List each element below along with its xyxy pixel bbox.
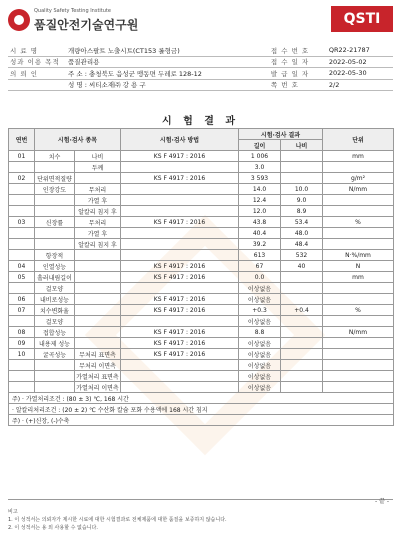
table-cell xyxy=(35,206,75,217)
table-row xyxy=(9,184,394,195)
table-cell: N/mm xyxy=(323,184,394,195)
table-cell: 이상없음 xyxy=(239,382,281,393)
table-cell: 10 xyxy=(9,349,35,360)
table-cell: 굴곡성능 xyxy=(35,349,75,360)
table-cell xyxy=(9,195,35,206)
table-cell xyxy=(9,250,35,261)
org-name: 품질안전기술연구원 xyxy=(34,18,139,32)
table-note: · 알칼리처리조건 : (20 ± 2) ℃ 수산화 칼슘 포화 수용액에 168 시간 침지 xyxy=(9,404,394,415)
table-cell xyxy=(75,261,121,272)
col-header: 시험·검사 방법 xyxy=(121,129,239,151)
table-cell xyxy=(281,162,323,173)
table-cell: 08 xyxy=(9,327,35,338)
table-cell xyxy=(121,250,239,261)
info-value: 개량아스팔트 노출시트(CT153 롤형금) xyxy=(66,45,269,56)
table-cell: 접합성능 xyxy=(35,327,75,338)
table-row xyxy=(9,217,394,228)
table-row xyxy=(9,173,394,184)
table-cell: +0.4 xyxy=(281,305,323,316)
info-table xyxy=(8,45,393,91)
table-cell: 03 xyxy=(9,217,35,228)
table-cell: 두께 xyxy=(75,162,121,173)
table-cell: 단위면적질량 xyxy=(35,173,75,184)
table-cell: 가열 후 xyxy=(75,195,121,206)
table-cell xyxy=(281,338,323,349)
table-cell: 치수변화율 xyxy=(35,305,75,316)
table-cell: 48.4 xyxy=(281,239,323,250)
table-cell xyxy=(121,371,239,382)
table-cell: 04 xyxy=(9,261,35,272)
table-cell xyxy=(9,162,35,173)
table-cell: 무처리 이면측 xyxy=(75,360,121,371)
table-cell xyxy=(323,382,394,393)
table-cell: 무처리 xyxy=(75,217,121,228)
col-header: 시험·검사 결과 xyxy=(239,129,323,140)
table-cell: N xyxy=(323,261,394,272)
info-label: 시 료 명 xyxy=(8,45,66,56)
table-cell xyxy=(323,228,394,239)
info-label: 발 급 일 자 xyxy=(269,68,327,80)
table-row xyxy=(9,338,394,349)
table-cell: 3.0 xyxy=(239,162,281,173)
table-cell xyxy=(35,162,75,173)
table-cell xyxy=(75,338,121,349)
table-cell xyxy=(323,239,394,250)
table-cell: 1 006 xyxy=(239,151,281,162)
info-value: 성 명 : 씨티소재㈜ 강 용 구 xyxy=(66,79,269,91)
table-cell: KS F 4917 : 2016 xyxy=(121,294,239,305)
table-cell: 인장강도 xyxy=(35,184,75,195)
info-label xyxy=(8,79,66,91)
table-cell xyxy=(75,305,121,316)
table-cell xyxy=(9,283,35,294)
table-cell: 12.4 xyxy=(239,195,281,206)
table-cell xyxy=(9,360,35,371)
table-cell: mm xyxy=(323,151,394,162)
table-cell: 40 xyxy=(281,261,323,272)
table-cell: 무처리 xyxy=(75,184,121,195)
table-cell: 항장적 xyxy=(35,250,75,261)
table-cell: 걸모양 xyxy=(35,283,75,294)
table-cell: 0.0 xyxy=(239,272,281,283)
table-row xyxy=(9,162,394,173)
table-cell xyxy=(323,338,394,349)
table-cell: 05 xyxy=(9,272,35,283)
table-cell: KS F 4917 : 2016 xyxy=(121,173,239,184)
table-cell xyxy=(121,206,239,217)
table-row xyxy=(9,239,394,250)
table-cell xyxy=(323,316,394,327)
table-cell: KS F 4917 : 2016 xyxy=(121,217,239,228)
table-note: 주) · 가열처리조건 : (80 ± 3) ℃, 168 시간 xyxy=(9,393,394,404)
table-row xyxy=(9,283,394,294)
table-cell xyxy=(281,371,323,382)
table-cell: 치수 xyxy=(35,151,75,162)
info-value: 2022-05-30 xyxy=(327,68,393,80)
table-cell xyxy=(323,371,394,382)
table-row xyxy=(9,316,394,327)
table-cell xyxy=(35,371,75,382)
table-cell: 이상없음 xyxy=(239,360,281,371)
table-cell: 이상없음 xyxy=(239,338,281,349)
table-cell: N/mm xyxy=(323,327,394,338)
table-cell xyxy=(75,327,121,338)
table-cell: KS F 4917 : 2016 xyxy=(121,349,239,360)
table-cell: 가열처리 이면측 xyxy=(75,382,121,393)
info-value: 품질관리용 xyxy=(66,56,269,68)
table-cell xyxy=(121,195,239,206)
table-row xyxy=(9,371,394,382)
table-cell: KS F 4917 : 2016 xyxy=(121,305,239,316)
table-cell xyxy=(121,228,239,239)
table-cell: 신장률 xyxy=(35,217,75,228)
col-header: 시험·검사 종목 xyxy=(35,129,121,151)
info-value: QR22-21787 xyxy=(327,45,393,56)
table-cell xyxy=(323,294,394,305)
table-cell xyxy=(9,371,35,382)
results-table xyxy=(8,128,394,426)
footer-line: 2. 이 성적서는 용 외 사용할 수 없습니다. xyxy=(8,525,98,531)
table-row xyxy=(9,206,394,217)
table-cell xyxy=(75,250,121,261)
table-cell: 3 593 xyxy=(239,173,281,184)
info-label: 접 수 일 자 xyxy=(269,56,327,68)
table-cell: 내비로성능 xyxy=(35,294,75,305)
table-cell: 내용제 성능 xyxy=(35,338,75,349)
table-cell: 이상없음 xyxy=(239,371,281,382)
table-row xyxy=(9,195,394,206)
table-cell xyxy=(281,173,323,184)
end-mark: - 끝 - xyxy=(375,498,389,505)
table-cell: KS F 4917 : 2016 xyxy=(121,327,239,338)
table-cell: 613 xyxy=(239,250,281,261)
table-cell: 나비 xyxy=(75,151,121,162)
footer-notes xyxy=(8,508,393,532)
table-cell: 알칼리 침지 후 xyxy=(75,206,121,217)
table-cell: 43.8 xyxy=(239,217,281,228)
table-cell xyxy=(281,272,323,283)
info-value: 주 소 : 충청북도 음성군 맹동면 두레로 128-12 xyxy=(66,68,269,80)
table-cell xyxy=(323,360,394,371)
table-row xyxy=(9,228,394,239)
table-row xyxy=(9,382,394,393)
table-cell xyxy=(121,382,239,393)
table-cell: 12.0 xyxy=(239,206,281,217)
table-cell xyxy=(323,206,394,217)
table-cell: 09 xyxy=(9,338,35,349)
info-row xyxy=(8,56,393,68)
table-cell: 02 xyxy=(9,173,35,184)
table-cell: 532 xyxy=(281,250,323,261)
table-cell: 10.0 xyxy=(281,184,323,195)
info-label: 의 뢰 인 xyxy=(8,68,66,80)
table-cell xyxy=(75,173,121,184)
table-row xyxy=(9,250,394,261)
info-value: 2/2 xyxy=(327,79,393,91)
table-cell: 8.9 xyxy=(281,206,323,217)
table-cell: 53.4 xyxy=(281,217,323,228)
table-cell xyxy=(9,184,35,195)
table-cell xyxy=(281,316,323,327)
table-row xyxy=(9,349,394,360)
table-cell: KS F 4917 : 2016 xyxy=(121,272,239,283)
info-label: 성과 이용 목적 xyxy=(8,56,66,68)
table-row xyxy=(9,294,394,305)
table-cell xyxy=(9,316,35,327)
table-cell xyxy=(281,283,323,294)
col-header: 단위 xyxy=(323,129,394,151)
table-cell xyxy=(281,151,323,162)
table-cell xyxy=(75,272,121,283)
table-cell xyxy=(9,382,35,393)
info-row xyxy=(8,79,393,91)
table-cell xyxy=(9,239,35,250)
table-cell xyxy=(281,382,323,393)
table-cell: mm xyxy=(323,272,394,283)
note-row xyxy=(9,393,394,404)
table-row xyxy=(9,360,394,371)
col-header: 연번 xyxy=(9,129,35,151)
table-cell xyxy=(323,283,394,294)
info-label: 쪽 번 호 xyxy=(269,79,327,91)
table-cell: % xyxy=(323,217,394,228)
table-cell: 흘러내림길이 xyxy=(35,272,75,283)
results-title: 시 험 결 과 xyxy=(161,116,240,127)
table-cell xyxy=(35,195,75,206)
table-cell xyxy=(121,239,239,250)
table-cell: 알칼리 침지 후 xyxy=(75,239,121,250)
note-row xyxy=(9,415,394,426)
table-cell: +0.3 xyxy=(239,305,281,316)
table-cell xyxy=(121,316,239,327)
table-cell: 9.0 xyxy=(281,195,323,206)
table-row xyxy=(9,327,394,338)
table-cell: 무처리 표면측 xyxy=(75,349,121,360)
sub-header: 나비 xyxy=(281,140,323,151)
table-cell xyxy=(323,349,394,360)
table-cell xyxy=(121,283,239,294)
table-cell xyxy=(281,360,323,371)
table-cell xyxy=(9,228,35,239)
org-subtitle: Quality Safety Testing Institute xyxy=(34,8,111,14)
table-cell: 가열 후 xyxy=(75,228,121,239)
table-cell: 가열처리 표면측 xyxy=(75,371,121,382)
table-cell: 06 xyxy=(9,294,35,305)
table-cell: 인열성능 xyxy=(35,261,75,272)
info-label: 접 수 번 호 xyxy=(269,45,327,56)
info-value: 2022-05-02 xyxy=(327,56,393,68)
table-cell: 67 xyxy=(239,261,281,272)
table-cell: 07 xyxy=(9,305,35,316)
table-cell: 14.0 xyxy=(239,184,281,195)
table-cell xyxy=(323,195,394,206)
table-cell: 40.4 xyxy=(239,228,281,239)
table-cell xyxy=(121,184,239,195)
table-cell xyxy=(281,327,323,338)
table-cell: N·%/mm xyxy=(323,250,394,261)
table-cell: KS F 4917 : 2016 xyxy=(121,338,239,349)
header-row xyxy=(9,129,394,140)
footer-line: 1. 이 성적서는 의뢰자가 제시한 시료에 대한 시험결과로 전체제품에 대한 품질을 보증하지 않습니다. xyxy=(8,517,227,523)
table-cell: g/m² xyxy=(323,173,394,184)
table-cell: KS F 4917 : 2016 xyxy=(121,261,239,272)
table-cell: 48.0 xyxy=(281,228,323,239)
table-cell: % xyxy=(323,305,394,316)
table-row xyxy=(9,305,394,316)
logo-icon xyxy=(8,9,30,31)
table-cell: 이상없음 xyxy=(239,294,281,305)
info-row xyxy=(8,45,393,56)
bottom-rule xyxy=(8,499,393,500)
table-cell: 01 xyxy=(9,151,35,162)
table-cell xyxy=(35,360,75,371)
table-cell xyxy=(75,294,121,305)
table-row xyxy=(9,261,394,272)
table-note: 주) · (+)신장, (-)수축 xyxy=(9,415,394,426)
brand-badge: QSTI xyxy=(331,6,393,32)
table-cell xyxy=(35,228,75,239)
table-row xyxy=(9,151,394,162)
table-cell: 이상없음 xyxy=(239,316,281,327)
table-cell xyxy=(35,382,75,393)
table-cell xyxy=(9,206,35,217)
table-cell: 39.2 xyxy=(239,239,281,250)
table-cell xyxy=(121,162,239,173)
table-cell xyxy=(75,316,121,327)
table-cell: KS F 4917 : 2016 xyxy=(121,151,239,162)
note-row xyxy=(9,404,394,415)
table-cell: 이상없음 xyxy=(239,283,281,294)
table-cell xyxy=(281,294,323,305)
table-cell xyxy=(35,239,75,250)
table-cell xyxy=(121,360,239,371)
info-row xyxy=(8,68,393,80)
table-cell xyxy=(281,349,323,360)
sub-header: 길이 xyxy=(239,140,281,151)
header xyxy=(8,6,393,36)
table-cell: 이상없음 xyxy=(239,349,281,360)
table-cell: 8.8 xyxy=(239,327,281,338)
table-cell xyxy=(323,162,394,173)
table-row xyxy=(9,272,394,283)
footer-line: 비고 xyxy=(8,509,18,515)
table-cell xyxy=(75,283,121,294)
table-cell: 걸모양 xyxy=(35,316,75,327)
